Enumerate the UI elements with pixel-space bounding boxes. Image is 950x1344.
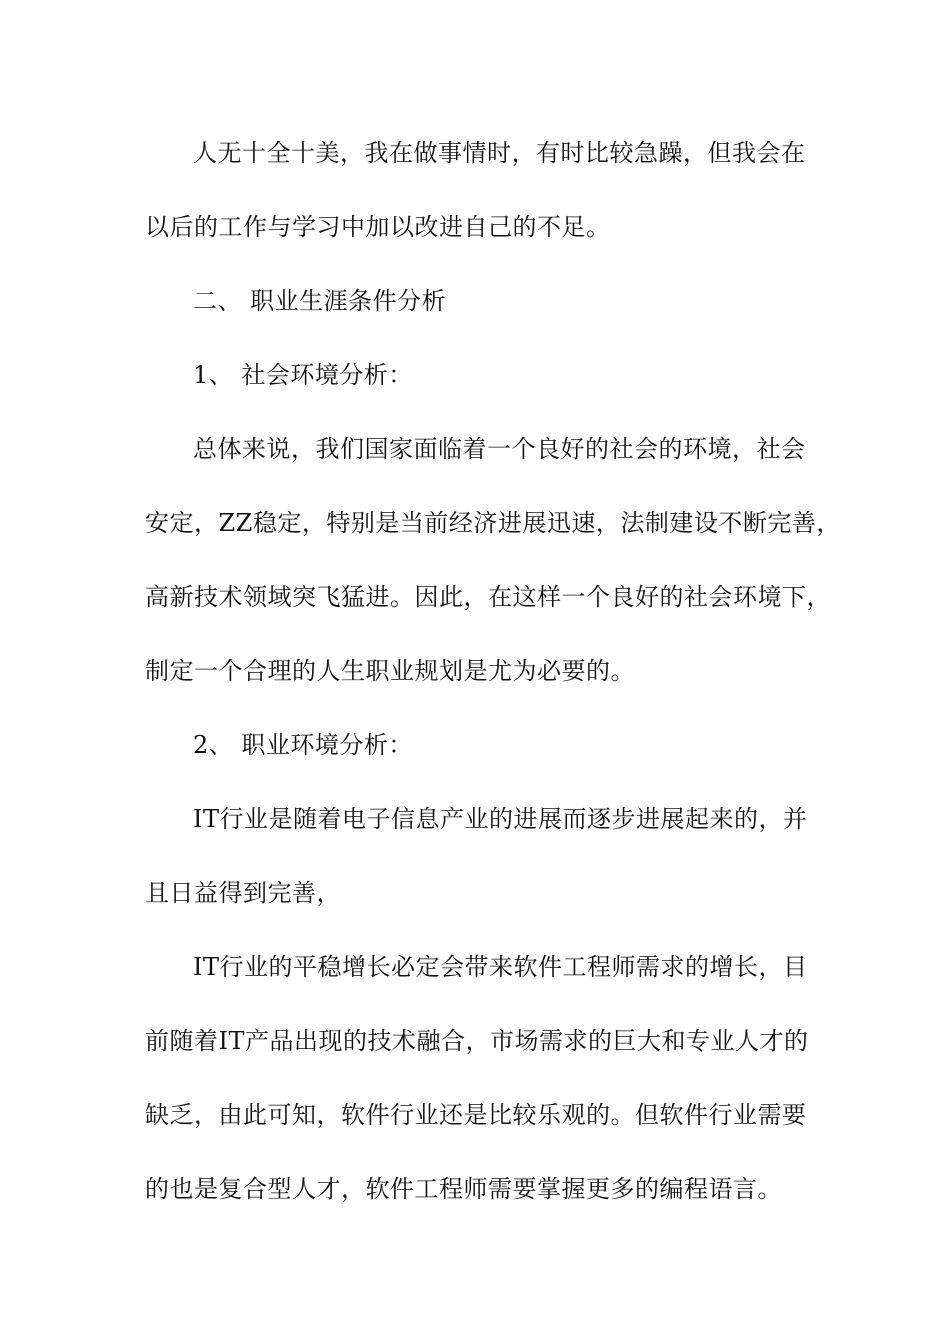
paragraph-line: IT行业的平稳增长必定会带来软件工程师需求的增长，目 — [193, 953, 808, 981]
subsection-heading: 1、 社会环境分析： — [193, 361, 413, 389]
paragraph-line: 前随着IT产品出现的技术融合，市场需求的巨大和专业人才的 — [145, 1027, 809, 1055]
paragraph-line: 总体来说，我们国家面临着一个良好的社会的环境，社会 — [193, 435, 806, 463]
paragraph-line: IT行业是随着电子信息产业的进展而逐步进展起来的，并 — [193, 805, 808, 833]
paragraph-line: 人无十全十美，我在做事情时，有时比较急躁，但我会在 — [193, 139, 806, 167]
paragraph-line: 制定一个合理的人生职业规划是尤为必要的。 — [145, 657, 635, 685]
paragraph-line: 缺乏，由此可知，软件行业还是比较乐观的。但软件行业需要 — [145, 1101, 807, 1129]
paragraph-line: 的也是复合型人才，软件工程师需要掌握更多的编程语言。 — [145, 1175, 782, 1203]
paragraph-line: 高新技术领域突飞猛进。因此，在这样一个良好的社会环境下， — [145, 583, 831, 611]
subsection-heading: 2、 职业环境分析： — [193, 731, 413, 759]
section-heading: 二、 职业生涯条件分析 — [193, 287, 447, 315]
paragraph-line: 安定，ZZ稳定，特别是当前经济进展迅速，法制建设不断完善， — [145, 509, 841, 537]
paragraph-line: 且日益得到完善， — [145, 879, 341, 907]
paragraph-line: 以后的工作与学习中加以改进自己的不足。 — [145, 213, 611, 241]
